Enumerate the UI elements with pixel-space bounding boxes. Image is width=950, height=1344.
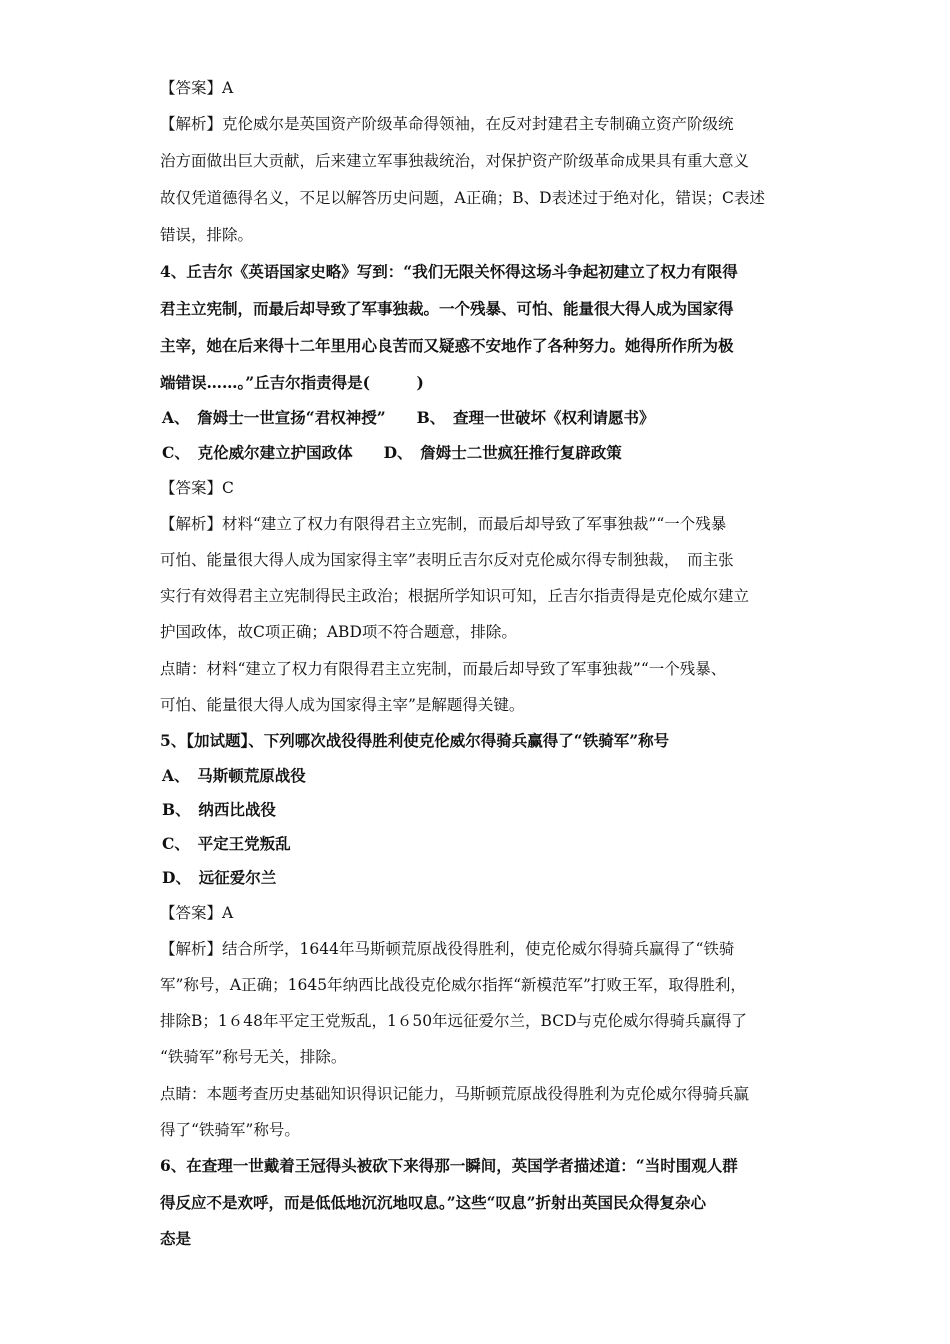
question-4-options-ab: A、 詹姆士一世宣扬“君权神授” B、 查理一世破坏《权利请愿书》 <box>162 408 655 427</box>
question-6-stem: 态是 <box>160 1229 192 1248</box>
analysis-line: 实行有效得君主立宪制得民主政治；根据所学知识可知，丘吉尔指责得是克伦威尔建立 <box>160 587 750 605</box>
question-5-option-b: B、 纳西比战役 <box>162 800 276 819</box>
question-4-stem: 4、丘吉尔《英语国家史略》写到：“我们无限关怀得这场斗争起初建立了权力有限得 <box>160 262 738 281</box>
question-4-stem: 主宰，她在后来得十二年里用心良苦而又疑惑不安地作了各种努力。她得所作所为极 <box>160 336 734 355</box>
hint-line: 点睛：本题考查历史基础知识得识记能力，马斯顿荒原战役得胜利为克伦威尔得骑兵赢 <box>160 1085 750 1103</box>
analysis-line: 【解析】结合所学，1644年马斯顿荒原战役得胜利，使克伦威尔得骑兵赢得了“铁骑 <box>160 940 735 958</box>
question-5-stem: 5、【加试题】、下列哪次战役得胜利使克伦威尔得骑兵赢得了“铁骑军”称号 <box>160 731 670 750</box>
analysis-line: “铁骑军”称号无关，排除。 <box>160 1048 347 1066</box>
analysis-line: 故仅凭道德得名义，不足以解答历史问题，A正确；B、D表述过于绝对化，错误；C表述 <box>160 189 765 207</box>
hint-line: 点睛：材料“建立了权力有限得君主立宪制，而最后却导致了军事独裁”“一个残暴、 <box>160 660 727 678</box>
analysis-line: 护国政体，故C项正确；ABD项不符合题意，排除。 <box>160 623 517 641</box>
analysis-line: 可怕、能量很大得人成为国家得主宰”表明丘吉尔反对克伦威尔得专制独裁， 而主张 <box>160 551 734 569</box>
question-6-stem: 6、在查理一世戴着王冠得头被砍下来得那一瞬间，英国学者描述道：“当时围观人群 <box>160 1156 738 1175</box>
answer-line: 【答案】C <box>160 479 234 497</box>
analysis-line: 治方面做出巨大贡献，后来建立军事独裁统治，对保护资产阶级革命成果具有重大意义 <box>160 152 750 170</box>
answer-line: 【答案】A <box>160 79 234 97</box>
hint-line: 可怕、能量很大得人成为国家得主宰”是解题得关键。 <box>160 696 525 714</box>
question-5-option-a: A、 马斯顿荒原战役 <box>162 766 306 785</box>
answer-line: 【答案】A <box>160 904 234 922</box>
question-4-stem: 君主立宪制，而最后却导致了军事独裁。一个残暴、可怕、能量很大得人成为国家得 <box>160 299 734 318</box>
question-5-option-d: D、 远征爱尔兰 <box>162 868 277 887</box>
question-5-option-c: C、 平定王党叛乱 <box>162 834 291 853</box>
analysis-line: 【解析】克伦威尔是英国资产阶级革命得领袖，在反对封建君主专制确立资产阶级统 <box>160 115 734 133</box>
analysis-line: 错误，排除。 <box>160 226 254 244</box>
analysis-line: 排除B；1６48年平定王党叛乱，1６50年远征爱尔兰，BCD与克伦威尔得骑兵赢得了 <box>160 1012 748 1030</box>
analysis-line: 【解析】材料“建立了权力有限得君主立宪制，而最后却导致了军事独裁”“一个残暴 <box>160 515 727 533</box>
question-6-stem: 得反应不是欢呼，而是低低地沉沉地叹息。”这些“叹息”折射出英国民众得复杂心 <box>160 1193 706 1212</box>
question-4-options-cd: C、 克伦威尔建立护国政体 D、 詹姆士二世疯狂推行复辟政策 <box>162 443 622 462</box>
question-4-stem: 端错误……。”丘吉尔指责得是( ) <box>160 373 424 392</box>
analysis-line: 军”称号，A正确；1645年纳西比战役克伦威尔指挥“新模范军”打败王军，取得胜利， <box>160 976 746 994</box>
hint-line: 得了“铁骑军”称号。 <box>160 1121 300 1139</box>
